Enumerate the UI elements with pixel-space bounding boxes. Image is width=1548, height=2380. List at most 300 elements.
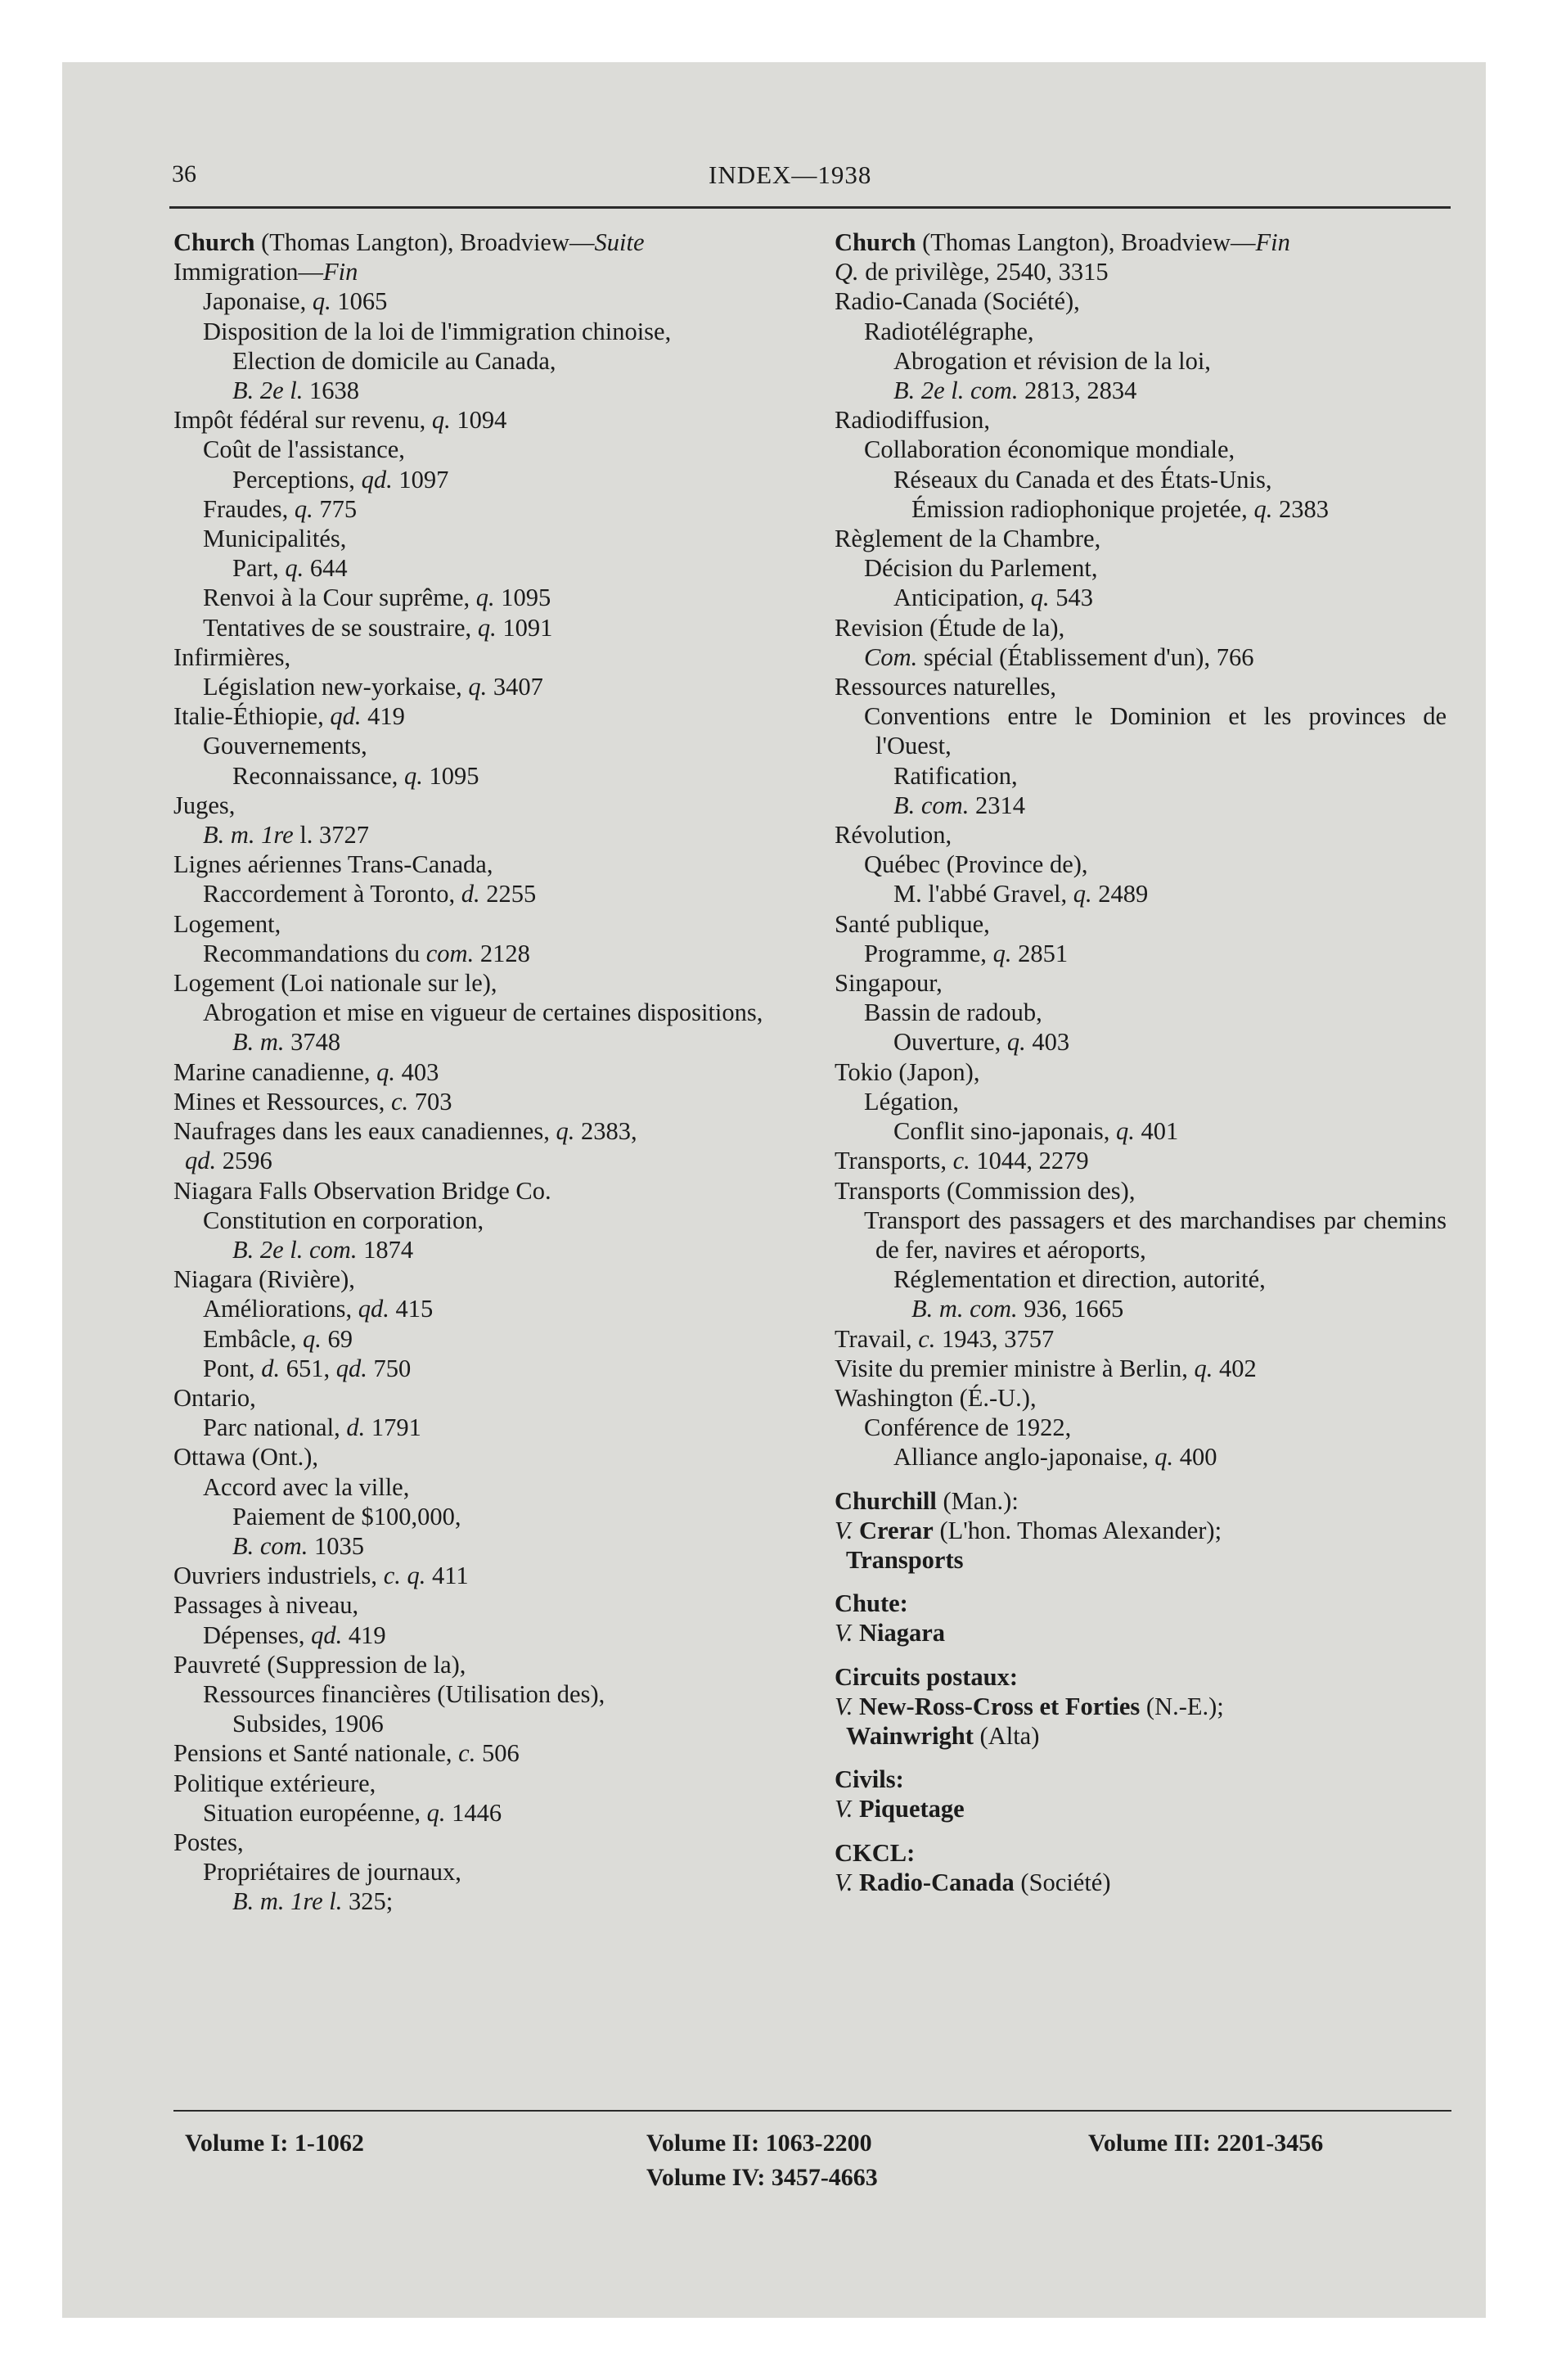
entry-text: Washington (É.-U.), bbox=[835, 1383, 1037, 1412]
entry-text: Améliorations, bbox=[203, 1295, 358, 1323]
right-entry bbox=[835, 286, 1447, 316]
entry-reference: B. m. 1re l. bbox=[232, 1887, 343, 1916]
left-entry bbox=[203, 435, 794, 464]
entry-number: 69 bbox=[321, 1324, 353, 1353]
entry-reference: q. bbox=[556, 1117, 575, 1146]
right-entry bbox=[893, 1264, 1447, 1294]
entry-reference: qd. bbox=[311, 1620, 343, 1649]
entry-text: Ouvriers industriels, bbox=[173, 1562, 384, 1590]
entry-text: Dépenses, bbox=[203, 1620, 312, 1649]
entry-reference: q. bbox=[992, 939, 1012, 967]
entry-heading: Church bbox=[835, 228, 916, 256]
entry-number: 1943, 3757 bbox=[935, 1324, 1055, 1353]
entry-text: Raccordement à Toronto, bbox=[203, 880, 461, 908]
header-rule bbox=[169, 206, 1451, 209]
right-entry bbox=[864, 1413, 1447, 1442]
right-entry bbox=[864, 553, 1447, 583]
entry-text: Singapour, bbox=[835, 969, 943, 998]
entry-text: Gouvernements, bbox=[203, 732, 367, 760]
left-entry bbox=[203, 1354, 794, 1383]
left-entry bbox=[203, 1857, 794, 1886]
left-entry bbox=[203, 1679, 794, 1709]
left-entry bbox=[203, 672, 794, 701]
entry-text: Abrogation et révision de la loi, bbox=[893, 346, 1211, 375]
entry-number: 2489 bbox=[1091, 880, 1149, 908]
entry-reference: qd. bbox=[330, 702, 362, 731]
entry-text: Santé publique, bbox=[835, 909, 990, 938]
right-entry bbox=[864, 850, 1447, 879]
left-entry bbox=[173, 1087, 794, 1116]
entry-reference: q. bbox=[426, 1798, 446, 1827]
left-entry bbox=[203, 1413, 794, 1442]
entry-number: 1091 bbox=[496, 613, 553, 642]
entry-number: 750 bbox=[367, 1354, 412, 1382]
entry-reference: q. bbox=[404, 761, 423, 790]
right-entry bbox=[893, 761, 1447, 791]
entry-text: (Alta) bbox=[973, 1721, 1040, 1750]
entry-reference: q. bbox=[1030, 584, 1050, 612]
entry-text: (Thomas Langton), Broadview— bbox=[916, 228, 1256, 256]
left-entry bbox=[203, 317, 794, 346]
right-entry bbox=[835, 1324, 1447, 1354]
left-entry bbox=[173, 1057, 794, 1087]
entry-crossref: Transports bbox=[846, 1545, 964, 1574]
entry-reference: d. bbox=[261, 1354, 281, 1382]
entry-reference: B. m. com. bbox=[911, 1295, 1018, 1323]
index-column-right bbox=[835, 228, 1447, 1897]
entry-reference: c. q. bbox=[383, 1562, 426, 1590]
left-entry bbox=[173, 1738, 794, 1768]
entry-reference: q. bbox=[431, 406, 451, 435]
right-entry bbox=[835, 228, 1447, 257]
entry-text: Impôt fédéral sur revenu, bbox=[173, 406, 432, 435]
entry-text: Décision du Parlement, bbox=[864, 554, 1098, 583]
right-entry bbox=[864, 317, 1447, 346]
entry-text: Abrogation et mise en vigueur de certaines dispositions, bbox=[203, 998, 763, 1027]
entry-text: Immigration— bbox=[173, 258, 323, 286]
entry-number: 1638 bbox=[303, 376, 360, 405]
right-entry bbox=[864, 701, 1447, 760]
left-entry bbox=[173, 1590, 794, 1620]
entry-number: 403 bbox=[1025, 1028, 1070, 1057]
right-entry bbox=[835, 1765, 1447, 1794]
left-entry bbox=[232, 1709, 794, 1738]
left-entry bbox=[173, 791, 794, 820]
entry-number: de privilège, 2540, 3315 bbox=[858, 258, 1109, 286]
left-entry bbox=[173, 228, 794, 257]
entry-text: Part, bbox=[232, 554, 286, 583]
left-entry bbox=[203, 879, 794, 908]
entry-number: 1097 bbox=[392, 465, 449, 494]
entry-number: 2255 bbox=[479, 880, 537, 908]
left-entry bbox=[173, 1264, 794, 1294]
right-entry bbox=[864, 1206, 1447, 1264]
entry-text: Conflit sino-japonais, bbox=[893, 1117, 1116, 1146]
entry-text: Mines et Ressources, bbox=[173, 1087, 391, 1116]
entry-text: Conférence de 1922, bbox=[864, 1413, 1072, 1442]
left-entry bbox=[232, 1886, 794, 1916]
entry-text: Naufrages dans les eaux canadiennes, bbox=[173, 1117, 556, 1146]
entry-number: 1035 bbox=[308, 1531, 364, 1560]
entry-text: Émission radiophonique projetée, bbox=[911, 494, 1254, 523]
entry-number: 775 bbox=[313, 494, 358, 523]
right-entry bbox=[835, 405, 1447, 435]
left-entry bbox=[232, 465, 794, 494]
entry-reference: q. bbox=[1073, 880, 1092, 908]
entry-reference: q. bbox=[376, 1057, 395, 1086]
right-entry bbox=[835, 1516, 1447, 1575]
entry-text: Législation new-yorkaise, bbox=[203, 673, 469, 701]
entry-text: Pauvreté (Suppression de la), bbox=[173, 1650, 466, 1679]
entry-heading: Civils: bbox=[835, 1765, 904, 1794]
right-entry bbox=[835, 257, 1447, 286]
footer-rule bbox=[173, 2110, 1451, 2112]
right-entry bbox=[835, 1176, 1447, 1206]
entry-number: 402 bbox=[1213, 1354, 1257, 1382]
left-entry bbox=[203, 1294, 794, 1323]
entry-text: Légation, bbox=[864, 1087, 960, 1116]
right-entry bbox=[911, 1294, 1447, 1323]
entry-text: Politique extérieure, bbox=[173, 1769, 376, 1797]
entry-reference: B. com. bbox=[893, 791, 970, 819]
entry-number: 1791 bbox=[365, 1413, 421, 1442]
entry-reference: q. bbox=[294, 494, 313, 523]
entry-reference: d. bbox=[346, 1413, 366, 1442]
entry-text: Disposition de la loi de l'immigration chinoise, bbox=[203, 317, 672, 345]
right-entry bbox=[864, 1087, 1447, 1116]
entry-text: Infirmières, bbox=[173, 642, 291, 671]
right-entry bbox=[835, 524, 1447, 553]
entry-text: Marine canadienne, bbox=[173, 1057, 377, 1086]
page-header bbox=[0, 160, 1548, 193]
entry-number: 2383 bbox=[1272, 494, 1329, 523]
entry-text: Japonaise, bbox=[203, 287, 313, 316]
entry-text: Embâcle, bbox=[203, 1324, 303, 1353]
entry-number: 1044, 2279 bbox=[970, 1147, 1089, 1175]
entry-reference: B. com. bbox=[232, 1531, 308, 1560]
right-entry bbox=[893, 346, 1447, 376]
entry-text: Logement, bbox=[173, 909, 281, 938]
left-entry bbox=[232, 1027, 794, 1057]
entry-text: Municipalités, bbox=[203, 525, 347, 553]
entry-text: Logement (Loi nationale sur le), bbox=[173, 969, 497, 998]
left-entry bbox=[232, 761, 794, 791]
entry-heading: Chute: bbox=[835, 1589, 908, 1618]
entry-reference: V. bbox=[835, 1795, 853, 1823]
entry-text: Situation européenne, bbox=[203, 1798, 427, 1827]
left-entry bbox=[203, 1798, 794, 1828]
entry-text: Niagara Falls Observation Bridge Co. bbox=[173, 1176, 551, 1205]
entry-number: 2383, bbox=[574, 1117, 637, 1146]
right-entry bbox=[835, 1868, 1447, 1897]
entry-text: Lignes aériennes Trans-Canada, bbox=[173, 850, 493, 879]
right-entry bbox=[893, 1027, 1447, 1057]
left-entry bbox=[173, 1561, 794, 1590]
entry-reference: Com. bbox=[864, 642, 918, 671]
right-entry bbox=[835, 1692, 1447, 1751]
entry-reference: com. bbox=[425, 939, 475, 967]
entry-text: Réglementation et direction, autorité, bbox=[893, 1265, 1266, 1294]
entry-number: 651, bbox=[280, 1354, 336, 1382]
entry-text: Tentatives de se soustraire, bbox=[203, 613, 478, 642]
entry-text: Visite du premier ministre à Berlin, bbox=[835, 1354, 1195, 1382]
left-entry bbox=[173, 642, 794, 672]
left-entry bbox=[232, 553, 794, 583]
entry-number: 506 bbox=[475, 1739, 520, 1768]
entry-reference: q. bbox=[1006, 1028, 1026, 1057]
entry-text: Paiement de $100,000, bbox=[232, 1502, 461, 1530]
left-entry bbox=[232, 1531, 794, 1561]
entry-text: M. l'abbé Gravel, bbox=[893, 880, 1073, 908]
entry-number: 1065 bbox=[331, 287, 388, 316]
entry-number: 1874 bbox=[357, 1235, 414, 1264]
entry-text: Niagara (Rivière), bbox=[173, 1265, 355, 1294]
volume-4-range: Volume IV: 3457-4663 bbox=[646, 2164, 878, 2191]
entry-text: Accord avec la ville, bbox=[203, 1472, 410, 1501]
entry-text: Tokio (Japon), bbox=[835, 1057, 980, 1086]
entry-text: Alliance anglo-japonaise, bbox=[893, 1443, 1155, 1472]
page-number: 36 bbox=[172, 160, 196, 187]
entry-text: Programme, bbox=[864, 939, 993, 967]
left-entry bbox=[173, 1650, 794, 1679]
entry-reference: c. bbox=[918, 1324, 936, 1353]
entry-number: 1446 bbox=[445, 1798, 502, 1827]
entry-number: 703 bbox=[408, 1087, 452, 1116]
left-entry bbox=[203, 998, 794, 1027]
entry-number: 644 bbox=[304, 554, 348, 583]
entry-text: Transport des passagers et des marchandises par chemins de fer, navires et aéroports, bbox=[864, 1206, 1447, 1264]
entry-reference: q. bbox=[475, 584, 495, 612]
entry-continuation: Suite bbox=[594, 228, 645, 256]
volume-2-range: Volume II: 1063-2200 bbox=[646, 2130, 872, 2157]
left-entry bbox=[173, 257, 794, 286]
entry-text: Coût de l'assistance, bbox=[203, 435, 405, 464]
right-entry bbox=[864, 939, 1447, 968]
entry-reference: q. bbox=[1115, 1117, 1135, 1146]
entry-reference: q. bbox=[1253, 494, 1273, 523]
entry-reference: c. bbox=[458, 1739, 476, 1768]
entry-text: (Man.): bbox=[936, 1486, 1019, 1515]
entry-text: (Thomas Langton), Broadview— bbox=[254, 228, 595, 256]
entry-number: 2314 bbox=[969, 791, 1025, 819]
left-entry bbox=[173, 968, 794, 998]
right-entry bbox=[835, 968, 1447, 998]
entry-number: 1095 bbox=[494, 584, 551, 612]
entry-text: Postes, bbox=[173, 1828, 244, 1856]
entry-text: Révolution, bbox=[835, 821, 952, 850]
entry-text: Ressources naturelles, bbox=[835, 673, 1057, 701]
entry-number: 403 bbox=[395, 1057, 439, 1086]
right-entry bbox=[893, 465, 1447, 494]
volume-3-range: Volume III: 2201-3456 bbox=[1088, 2130, 1324, 2157]
entry-crossref: Crerar bbox=[853, 1516, 934, 1544]
entry-number: 2596 bbox=[216, 1147, 272, 1175]
entry-text: Radiotélégraphe, bbox=[864, 317, 1034, 345]
entry-number: 2128 bbox=[474, 939, 530, 967]
entry-reference: B. 2e l. com. bbox=[893, 376, 1019, 405]
entry-number: 543 bbox=[1049, 584, 1093, 612]
entry-text: (L'hon. Thomas Alexander); bbox=[933, 1516, 1222, 1544]
entry-crossref: Piquetage bbox=[853, 1795, 965, 1823]
entry-reference: V. bbox=[835, 1516, 853, 1544]
entry-text: Subsides, 1906 bbox=[232, 1710, 384, 1738]
right-entry bbox=[835, 1794, 1447, 1823]
entry-text: Election de domicile au Canada, bbox=[232, 346, 556, 375]
entry-reference: B. 2e l. bbox=[232, 376, 304, 405]
entry-number: 3407 bbox=[487, 673, 543, 701]
left-entry bbox=[173, 1828, 794, 1857]
left-entry bbox=[203, 1620, 794, 1650]
entry-crossref: Radio-Canada bbox=[853, 1868, 1015, 1896]
entry-reference: q. bbox=[477, 613, 497, 642]
entry-text: Québec (Province de), bbox=[864, 850, 1088, 879]
entry-number: 419 bbox=[361, 702, 405, 731]
right-entry bbox=[893, 583, 1447, 612]
right-entry bbox=[864, 998, 1447, 1027]
right-entry bbox=[893, 879, 1447, 908]
entry-heading: Circuits postaux: bbox=[835, 1662, 1018, 1691]
right-entry bbox=[835, 820, 1447, 850]
entry-text: Bassin de radoub, bbox=[864, 998, 1042, 1027]
entry-number: l. 3727 bbox=[293, 821, 370, 850]
left-entry bbox=[203, 939, 794, 968]
entry-text: Transports (Commission des), bbox=[835, 1176, 1136, 1205]
entry-text: Parc national, bbox=[203, 1413, 347, 1442]
left-entry bbox=[232, 376, 794, 405]
entry-text: Italie-Éthiopie, bbox=[173, 702, 331, 731]
entry-number: 2813, 2834 bbox=[1018, 376, 1137, 405]
entry-number: 1094 bbox=[450, 406, 507, 435]
left-entry bbox=[203, 583, 794, 612]
right-entry bbox=[864, 642, 1447, 672]
entry-reference: q. bbox=[285, 554, 304, 583]
entry-heading: Church bbox=[173, 228, 255, 256]
entry-reference: V. bbox=[835, 1619, 853, 1648]
entry-reference: q. bbox=[312, 287, 331, 316]
entry-text: Anticipation, bbox=[893, 584, 1031, 612]
entry-number: 401 bbox=[1134, 1117, 1179, 1146]
right-entry bbox=[835, 1383, 1447, 1413]
entry-reference: B. m. bbox=[232, 1028, 285, 1057]
entry-reference: qd. bbox=[358, 1295, 389, 1323]
volume-1-range: Volume I: 1-1062 bbox=[185, 2130, 364, 2157]
entry-text: Constitution en corporation, bbox=[203, 1206, 484, 1234]
entry-text: Radio-Canada (Société), bbox=[835, 287, 1080, 316]
left-entry bbox=[203, 1206, 794, 1235]
running-head: INDEX—1938 bbox=[709, 160, 872, 189]
entry-text: Ottawa (Ont.), bbox=[173, 1443, 319, 1472]
left-entry bbox=[203, 731, 794, 760]
right-entry bbox=[835, 1057, 1447, 1087]
entry-text: Conventions entre le Dominion et les provinces de l'Ouest, bbox=[864, 702, 1447, 760]
entry-text: Ouverture, bbox=[893, 1028, 1007, 1057]
right-entry bbox=[835, 1146, 1447, 1175]
entry-heading: CKCL: bbox=[835, 1838, 916, 1867]
entry-reference: B. m. 1re bbox=[203, 821, 294, 850]
right-entry bbox=[835, 1354, 1447, 1383]
right-entry bbox=[835, 1589, 1447, 1618]
left-entry bbox=[173, 405, 794, 435]
right-entry bbox=[864, 435, 1447, 464]
entry-reference: qd. bbox=[335, 1354, 367, 1382]
left-entry bbox=[203, 494, 794, 524]
entry-text: Règlement de la Chambre, bbox=[835, 525, 1101, 553]
entry-text: Ratification, bbox=[893, 761, 1018, 790]
entry-reference: qd. bbox=[361, 465, 393, 494]
entry-text: Pensions et Santé nationale, bbox=[173, 1739, 459, 1768]
right-entry bbox=[893, 791, 1447, 820]
entry-reference: q. bbox=[302, 1324, 322, 1353]
entry-reference: qd. bbox=[185, 1147, 217, 1175]
entry-text: Travail, bbox=[835, 1324, 919, 1353]
entry-text: Radiodiffusion, bbox=[835, 406, 991, 435]
entry-text: Collaboration économique mondiale, bbox=[864, 435, 1235, 464]
entry-text: Reconnaissance, bbox=[232, 761, 405, 790]
left-entry bbox=[232, 1502, 794, 1531]
entry-reference: B. 2e l. com. bbox=[232, 1235, 358, 1264]
entry-text: Réseaux du Canada et des États-Unis, bbox=[893, 465, 1272, 494]
entry-number: 2851 bbox=[1011, 939, 1069, 967]
left-entry bbox=[173, 701, 794, 731]
right-entry bbox=[835, 1662, 1447, 1692]
entry-text: (N.-E.); bbox=[1140, 1692, 1224, 1720]
left-entry bbox=[232, 346, 794, 376]
entry-number: spécial (Établissement d'un), 766 bbox=[917, 642, 1254, 671]
right-entry bbox=[835, 672, 1447, 701]
entry-reference: q. bbox=[1154, 1443, 1174, 1472]
left-entry bbox=[203, 613, 794, 642]
entry-text: Propriétaires de journaux, bbox=[203, 1858, 461, 1886]
right-entry bbox=[835, 1838, 1447, 1868]
entry-text: (Société) bbox=[1014, 1868, 1111, 1896]
entry-reference: V. bbox=[835, 1868, 853, 1896]
right-entry bbox=[893, 1442, 1447, 1472]
left-entry bbox=[203, 286, 794, 316]
entry-reference: V. bbox=[835, 1692, 853, 1720]
left-entry bbox=[173, 1769, 794, 1798]
entry-reference: q. bbox=[468, 673, 488, 701]
entry-number: 415 bbox=[389, 1295, 434, 1323]
entry-continuation: Fin bbox=[322, 258, 358, 286]
entry-reference: q. bbox=[1194, 1354, 1213, 1382]
entry-text: Passages à niveau, bbox=[173, 1591, 359, 1620]
entry-text: Recommandations du bbox=[203, 939, 426, 967]
entry-text: Ontario, bbox=[173, 1383, 256, 1412]
right-entry bbox=[835, 613, 1447, 642]
entry-text: Juges, bbox=[173, 791, 236, 819]
entry-number: 936, 1665 bbox=[1017, 1295, 1124, 1323]
entry-crossref: Wainwright bbox=[846, 1721, 974, 1750]
entry-number: 1095 bbox=[422, 761, 479, 790]
entry-crossref: New-Ross-Cross et Forties bbox=[853, 1692, 1141, 1720]
right-entry bbox=[893, 1116, 1447, 1146]
entry-text: Ressources financières (Utilisation des), bbox=[203, 1679, 605, 1708]
left-entry bbox=[173, 850, 794, 879]
right-entry bbox=[835, 1618, 1447, 1648]
entry-text: Pont, bbox=[203, 1354, 262, 1382]
entry-text: Revision (Étude de la), bbox=[835, 613, 1065, 642]
left-entry bbox=[173, 1176, 794, 1206]
entry-text: Perceptions, bbox=[232, 465, 362, 494]
left-entry bbox=[173, 909, 794, 939]
left-entry bbox=[173, 1442, 794, 1472]
entry-reference: c. bbox=[390, 1087, 409, 1116]
left-entry bbox=[203, 1324, 794, 1354]
entry-text: Fraudes, bbox=[203, 494, 295, 523]
left-entry bbox=[203, 524, 794, 553]
right-entry bbox=[911, 494, 1447, 524]
entry-continuation: Fin bbox=[1255, 228, 1290, 256]
